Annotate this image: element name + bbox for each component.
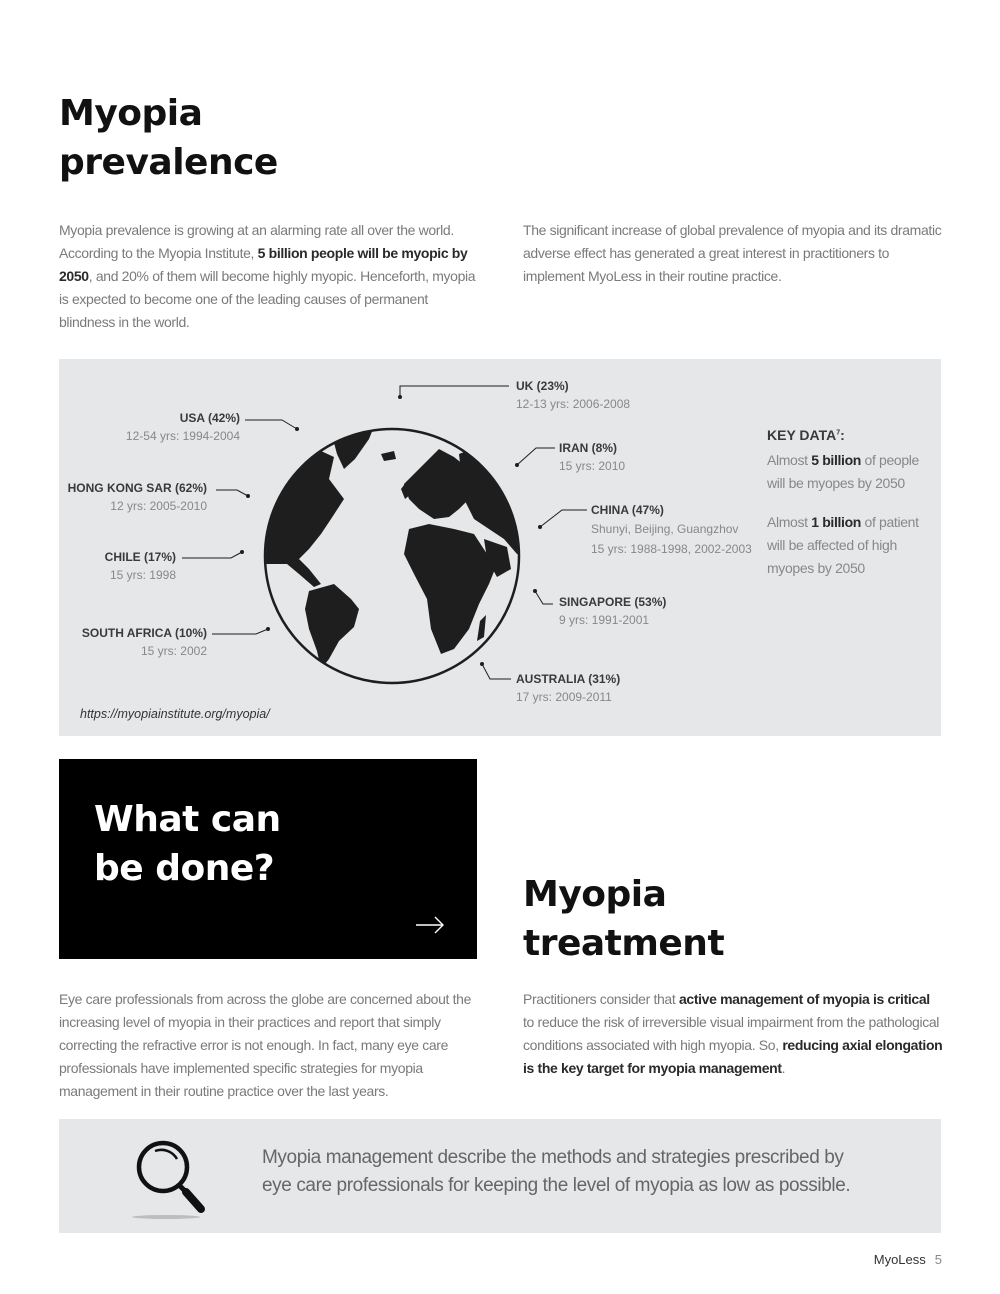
bold-text: reducing axial elongation is the key target for myopia management (523, 1037, 943, 1076)
treatment-title (523, 870, 724, 968)
country-detail: 15 yrs: 2010 (559, 459, 626, 473)
country-label-singapore (559, 593, 666, 629)
country-detail: 12-13 yrs: 2006-2008 (516, 397, 631, 411)
text: , and 20% of them will become highly myopic. Henceforth, myopia is expected to become one of the leading causes of permanent blindness in the world. (59, 268, 476, 330)
page-footer (874, 1252, 942, 1267)
australia-leader (482, 664, 511, 679)
country-label-chile (59, 548, 176, 584)
footnote-ref: 7 (836, 429, 841, 437)
key-title-text: KEY DATA (767, 427, 837, 443)
country-name: USA (42%) (179, 411, 240, 425)
singapore-leader (535, 591, 553, 604)
chile-leader (182, 552, 242, 558)
bold-text: 5 billion (811, 452, 861, 468)
key-data-item (767, 449, 927, 495)
title-line: prevalence (59, 142, 278, 183)
world-map-panel (59, 359, 941, 736)
arrow-right-icon (415, 915, 445, 935)
title-line: What can (94, 799, 281, 840)
key-data-item (767, 511, 927, 580)
usa-leader (245, 420, 297, 429)
country-name: IRAN (8%) (559, 441, 618, 455)
text: Practitioners consider that (523, 991, 679, 1007)
country-name: CHINA (47%) (591, 503, 664, 517)
country-label-iran (559, 439, 625, 475)
country-detail: 12 yrs: 2005-2010 (110, 499, 207, 513)
country-name: SOUTH AFRICA (10%) (81, 626, 207, 640)
text: . (781, 1060, 786, 1076)
country-label-usa (99, 409, 240, 445)
country-label-australia (516, 670, 620, 706)
key-data-box (767, 427, 937, 596)
hongkong-leader (216, 490, 248, 496)
southafrica-leader (212, 629, 268, 634)
china-leader (540, 510, 587, 527)
text: to reduce the risk of irreversible visual impairment from the pathological conditions associated with high myopia. So, (523, 1014, 940, 1053)
source-link[interactable]: https://myopiainstitute.org/myopia/ (80, 707, 270, 721)
bold-text: 1 billion (811, 514, 861, 530)
section-title (94, 795, 281, 893)
key-title-colon: : (840, 427, 845, 443)
what-can-be-done-banner (59, 759, 477, 959)
country-detail: 17 yrs: 2009-2011 (516, 690, 612, 704)
prevalence-intro-paragraph (59, 219, 484, 334)
country-label-uk (516, 377, 630, 413)
text: of patient will be affected of high myopes by 2050 (767, 514, 919, 576)
country-detail: Shunyi, Beijing, Guangzhov (591, 522, 739, 536)
iran-leader (517, 448, 555, 465)
country-label-south-africa (59, 624, 207, 660)
country-name: UK (23%) (516, 379, 569, 393)
page-number: 5 (934, 1252, 942, 1267)
definition-callout (59, 1119, 941, 1233)
country-name: CHILE (17%) (104, 550, 176, 564)
country-name: SINGAPORE (53%) (559, 595, 667, 609)
text: Almost (767, 514, 812, 530)
callout-text: Myopia management describe the methods and strategies prescribed by eye care professionals for keeping the level of myopia as low as possible. (262, 1147, 851, 1196)
text: of people will be myopes by 2050 (767, 452, 919, 491)
prevalence-interest-paragraph: The significant increase of global prevalence of myopia and its dramatic adverse effect has generated a great interest in practitioners to implement MyoLess in their routine practice. (523, 222, 942, 284)
country-label-hong-kong (59, 479, 207, 515)
country-label-china (591, 501, 752, 558)
page-title (59, 89, 278, 187)
text: Myopia prevalence is growing at an alarming rate all over the world. According to the Myopia Institute, (59, 222, 454, 261)
title-line: be done? (94, 848, 275, 889)
title-line: Myopia (59, 93, 203, 134)
bold-text: active management of myopia is critical (678, 991, 930, 1007)
title-line: Myopia (523, 874, 667, 915)
country-detail: 9 yrs: 1991-2001 (559, 613, 650, 627)
magnifying-glass-icon (131, 1137, 211, 1221)
country-detail: 15 yrs: 2002 (140, 644, 207, 658)
what-can-be-done-paragraph: Eye care professionals from across the globe are concerned about the increasing level of myopia in their practices and report that simply correcting the refractive error is not enough. In fact, many eye care professionals have implemented specific strategies for myopia management in their routine practice over the last years. (59, 991, 472, 1099)
bold-text: 5 billion people will be myopic by 2050 (59, 245, 468, 284)
country-name: AUSTRALIA (31%) (516, 672, 621, 686)
country-detail: 15 yrs: 1988-1998, 2002-2003 (591, 542, 752, 556)
text: Almost (767, 452, 812, 468)
country-name: HONG KONG SAR (62%) (67, 481, 207, 495)
country-detail: 15 yrs: 1998 (109, 568, 176, 582)
title-line: treatment (523, 923, 725, 964)
treatment-paragraph (523, 988, 943, 1080)
uk-leader (400, 386, 509, 397)
footer-brand: MyoLess (873, 1252, 926, 1267)
key-data-title (767, 427, 937, 443)
country-detail: 12-54 yrs: 1994-2004 (125, 429, 240, 443)
